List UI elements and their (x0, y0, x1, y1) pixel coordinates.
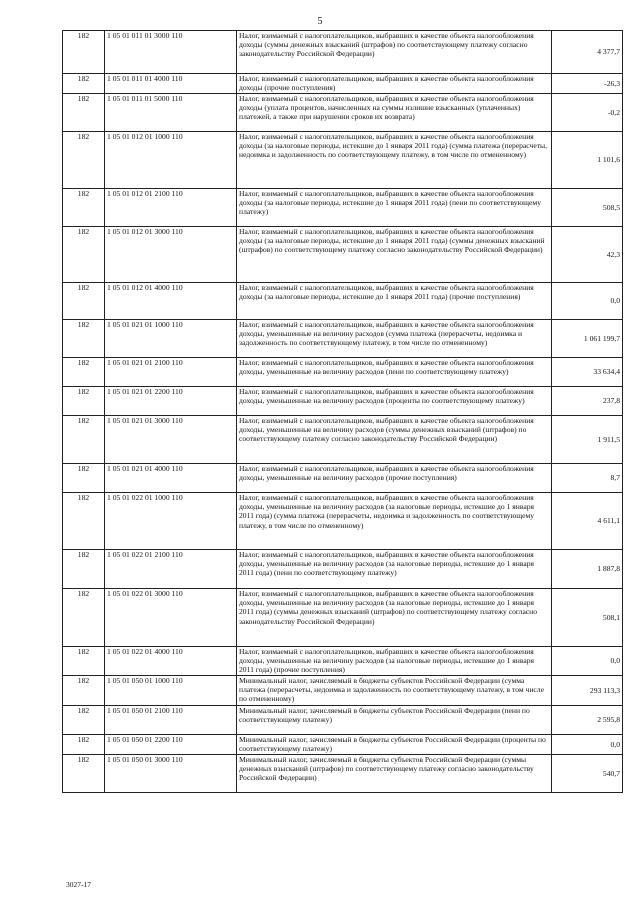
table-row (63, 493, 623, 550)
revenue-name-cell: Налог, взимаемый с налогоплательщиков, выбравших в качестве объекта налогообложения доходы, уменьшенные на величину расходов (суммы денежных взысканий (штрафов) по соответствующему платежу согласно законодательству Российской Федерации) (237, 416, 552, 464)
revenue-name-cell: Налог, взимаемый с налогоплательщиков, выбравших в качестве объекта налогообложения доходы, уменьшенные на величину расходов (за налоговые периоды, истекшие до 1 января 2011 года) (прочие поступления) (237, 647, 552, 676)
budget-code-cell: 1 05 01 012 01 1000 110 (105, 132, 237, 189)
admin-code-cell: 182 (63, 358, 105, 387)
table-row (63, 589, 623, 647)
amount-cell: -26,3 (552, 74, 623, 94)
budget-code-cell: 1 05 01 021 01 3000 110 (105, 416, 237, 464)
admin-code-cell: 182 (63, 493, 105, 550)
table-row (63, 416, 623, 464)
table-row (63, 676, 623, 706)
budget-code-cell: 1 05 01 012 01 3000 110 (105, 227, 237, 283)
admin-code-cell: 182 (63, 755, 105, 793)
revenue-name-cell: Налог, взимаемый с налогоплательщиков, выбравших в качестве объекта налогообложения доходы (суммы денежных взысканий (штрафов) по соответствующему платежу согласно законодательству Российской Федерации) (237, 31, 552, 74)
admin-code-cell: 182 (63, 387, 105, 416)
admin-code-cell: 182 (63, 227, 105, 283)
table-row (63, 31, 623, 74)
budget-code-cell: 1 05 01 050 01 2200 110 (105, 735, 237, 755)
budget-code-cell: 1 05 01 022 01 3000 110 (105, 589, 237, 647)
amount-cell: 4 611,1 (552, 493, 623, 550)
revenue-name-cell: Налог, взимаемый с налогоплательщиков, выбравших в качестве объекта налогообложения доходы (за налоговые периоды, истекшие до 1 января 2011 года) (прочие поступления) (237, 283, 552, 320)
budget-code-cell: 1 05 01 012 01 2100 110 (105, 189, 237, 227)
table-row (63, 464, 623, 493)
table-row (63, 320, 623, 358)
admin-code-cell: 182 (63, 416, 105, 464)
amount-cell: -0,2 (552, 94, 623, 132)
revenue-name-cell: Налог, взимаемый с налогоплательщиков, выбравших в качестве объекта налогообложения доходы (за налоговые периоды, истекшие до 1 января 2011 года) (сумма платежа (перерасчеты, недоимка и задолженность по соответствующему платежу, в том числе по отмененному) (237, 132, 552, 189)
revenue-name-cell: Минимальный налог, зачисляемый в бюджеты субъектов Российской Федерации (проценты по соответствующему платежу) (237, 735, 552, 755)
revenue-name-cell: Минимальный налог, зачисляемый в бюджеты субъектов Российской Федерации (пени по соответствующему платежу) (237, 706, 552, 735)
amount-cell: 0,0 (552, 283, 623, 320)
amount-cell: 4 377,7 (552, 31, 623, 74)
amount-cell: 0,0 (552, 735, 623, 755)
table-row (63, 358, 623, 387)
amount-cell: 1 887,8 (552, 550, 623, 589)
amount-cell: 293 113,3 (552, 676, 623, 706)
budget-code-cell: 1 05 01 012 01 4000 110 (105, 283, 237, 320)
budget-code-cell: 1 05 01 050 01 1000 110 (105, 676, 237, 706)
table-row (63, 74, 623, 94)
admin-code-cell: 182 (63, 464, 105, 493)
table-row (63, 94, 623, 132)
revenue-name-cell: Налог, взимаемый с налогоплательщиков, выбравших в качестве объекта налогообложения доходы, уменьшенные на величину расходов (за налоговые периоды, истекшие до 1 января 2011 года) (суммы денежных взысканий (штрафов) по соответствующему платежу согласно законодательству Российской Федерации) (237, 589, 552, 647)
table-row (63, 387, 623, 416)
admin-code-cell: 182 (63, 74, 105, 94)
amount-cell: 8,7 (552, 464, 623, 493)
page-number: 5 (317, 16, 323, 27)
revenue-name-cell: Налог, взимаемый с налогоплательщиков, выбравших в качестве объекта налогообложения доходы, уменьшенные на величину расходов (сумма платежа (перерасчеты, недоимка и задолженность по соответствующему платежу, в том числе по отмененному) (237, 320, 552, 358)
table-row (63, 706, 623, 735)
amount-cell: 540,7 (552, 755, 623, 793)
footer-code: 3027-17 (66, 880, 91, 889)
amount-cell: 508,1 (552, 589, 623, 647)
table-row (63, 283, 623, 320)
budget-code-cell: 1 05 01 011 01 3000 110 (105, 31, 237, 74)
admin-code-cell: 182 (63, 589, 105, 647)
admin-code-cell: 182 (63, 189, 105, 227)
revenue-table-body (63, 31, 623, 793)
revenue-name-cell: Налог, взимаемый с налогоплательщиков, выбравших в качестве объекта налогообложения доходы (уплата процентов, начисленных на суммы излишне взысканных (уплаченных) платежей, а также при нарушении сроков их возврата) (237, 94, 552, 132)
budget-code-cell: 1 05 01 022 01 4000 110 (105, 647, 237, 676)
table-row (63, 189, 623, 227)
budget-code-cell: 1 05 01 021 01 4000 110 (105, 464, 237, 493)
budget-code-cell: 1 05 01 021 01 1000 110 (105, 320, 237, 358)
admin-code-cell: 182 (63, 132, 105, 189)
revenue-name-cell: Налог, взимаемый с налогоплательщиков, выбравших в качестве объекта налогообложения доходы, уменьшенные на величину расходов (за налоговые периоды, истекшие до 1 января 2011 года) (пени по соответствующему платежу) (237, 550, 552, 589)
budget-code-cell: 1 05 01 021 01 2200 110 (105, 387, 237, 416)
admin-code-cell: 182 (63, 647, 105, 676)
table-row (63, 132, 623, 189)
revenue-name-cell: Налог, взимаемый с налогоплательщиков, выбравших в качестве объекта налогообложения доходы, уменьшенные на величину расходов (за налоговые периоды, истекшие до 1 января 2011 года) (сумма платежа (перерасчеты, недоимка и задолженность по соответствующему платежу, в том числе по отмененному) (237, 493, 552, 550)
amount-cell: 0,0 (552, 647, 623, 676)
table-row (63, 227, 623, 283)
amount-cell: 33 634,4 (552, 358, 623, 387)
admin-code-cell: 182 (63, 320, 105, 358)
table-row (63, 647, 623, 676)
amount-cell: 2 595,8 (552, 706, 623, 735)
admin-code-cell: 182 (63, 735, 105, 755)
amount-cell: 1 911,5 (552, 416, 623, 464)
amount-cell: 1 101,6 (552, 132, 623, 189)
admin-code-cell: 182 (63, 283, 105, 320)
revenue-table (62, 30, 623, 793)
budget-code-cell: 1 05 01 050 01 3000 110 (105, 755, 237, 793)
revenue-name-cell: Минимальный налог, зачисляемый в бюджеты субъектов Российской Федерации (суммы денежных взысканий (штрафов) по соответствующему платежу согласно законодательству Российской Федерации) (237, 755, 552, 793)
budget-code-cell: 1 05 01 022 01 1000 110 (105, 493, 237, 550)
budget-code-cell: 1 05 01 021 01 2100 110 (105, 358, 237, 387)
amount-cell: 1 061 199,7 (552, 320, 623, 358)
revenue-name-cell: Налог, взимаемый с налогоплательщиков, выбравших в качестве объекта налогообложения доходы, уменьшенные на величину расходов (пени по соответствующему платежу) (237, 358, 552, 387)
admin-code-cell: 182 (63, 550, 105, 589)
admin-code-cell: 182 (63, 676, 105, 706)
revenue-name-cell: Налог, взимаемый с налогоплательщиков, выбравших в качестве объекта налогообложения доходы (прочие поступления) (237, 74, 552, 94)
revenue-name-cell: Налог, взимаемый с налогоплательщиков, выбравших в качестве объекта налогообложения доходы, уменьшенные на величину расходов (проценты по соответствующему платежу) (237, 387, 552, 416)
revenue-name-cell: Налог, взимаемый с налогоплательщиков, выбравших в качестве объекта налогообложения доходы (за налоговые периоды, истекшие до 1 января 2011 года) (суммы денежных взысканий (штрафов) по соответствующему платежу согласно законодательству Российской Федерации) (237, 227, 552, 283)
revenue-name-cell: Налог, взимаемый с налогоплательщиков, выбравших в качестве объекта налогообложения доходы, уменьшенные на величину расходов (прочие поступления) (237, 464, 552, 493)
admin-code-cell: 182 (63, 706, 105, 735)
budget-code-cell: 1 05 01 022 01 2100 110 (105, 550, 237, 589)
table-row (63, 735, 623, 755)
budget-code-cell: 1 05 01 050 01 2100 110 (105, 706, 237, 735)
table-row (63, 755, 623, 793)
table-row (63, 550, 623, 589)
admin-code-cell: 182 (63, 31, 105, 74)
budget-code-cell: 1 05 01 011 01 5000 110 (105, 94, 237, 132)
amount-cell: 42,3 (552, 227, 623, 283)
amount-cell: 237,8 (552, 387, 623, 416)
revenue-name-cell: Налог, взимаемый с налогоплательщиков, выбравших в качестве объекта налогообложения доходы (за налоговые периоды, истекшие до 1 января 2011 года) (пени по соответствующему платежу) (237, 189, 552, 227)
amount-cell: 508,5 (552, 189, 623, 227)
budget-code-cell: 1 05 01 011 01 4000 110 (105, 74, 237, 94)
admin-code-cell: 182 (63, 94, 105, 132)
revenue-name-cell: Минимальный налог, зачисляемый в бюджеты субъектов Российской Федерации (сумма платежа (перерасчеты, недоимка и задолженность по соответствующему платежу, в том числе по отмененному) (237, 676, 552, 706)
